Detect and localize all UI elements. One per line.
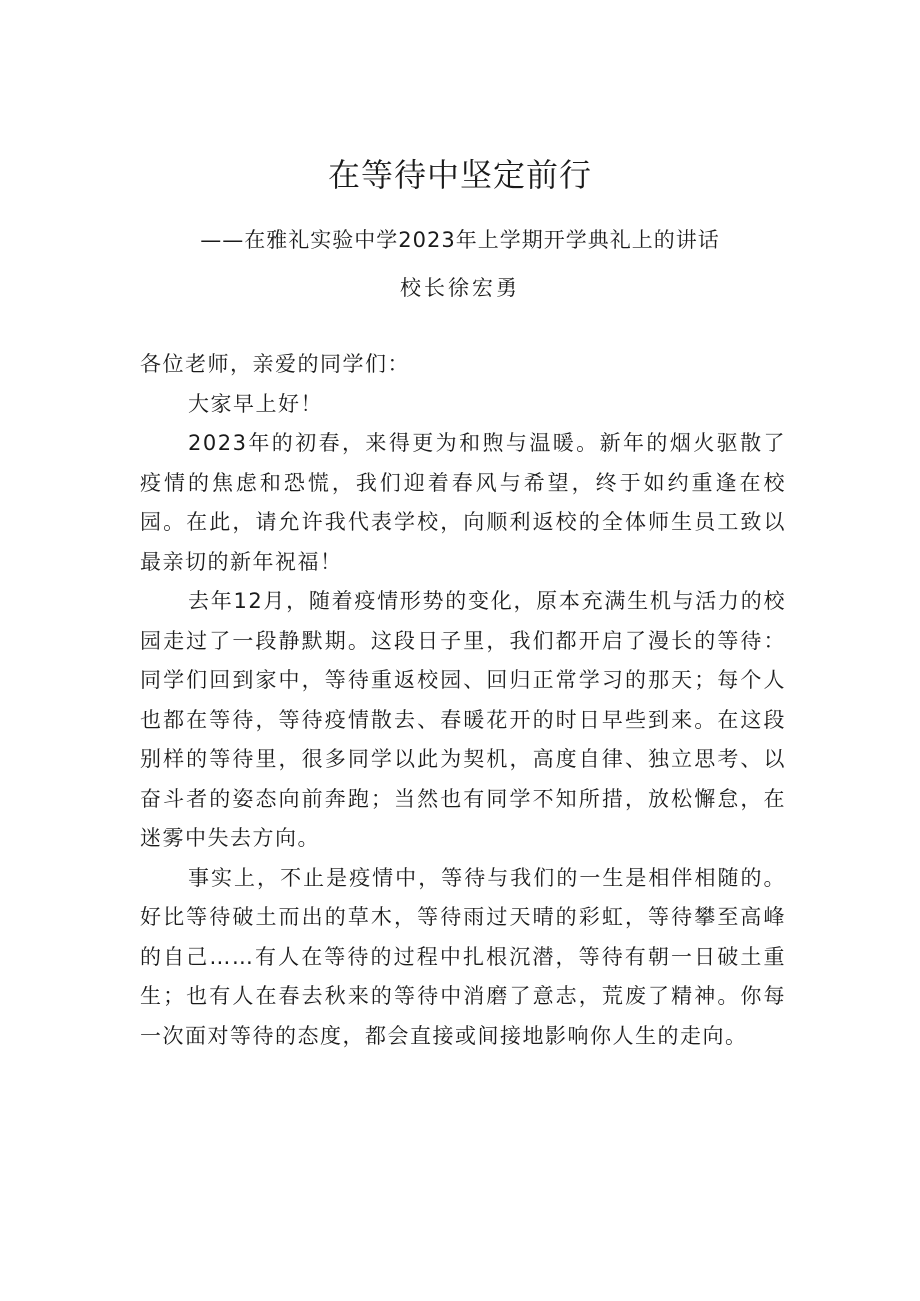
document-author: 校长徐宏勇 bbox=[400, 276, 520, 300]
document-body bbox=[140, 345, 786, 1056]
greeting: 大家早上好！ bbox=[188, 391, 323, 416]
salutation: 各位老师，亲爱的同学们： bbox=[140, 352, 410, 376]
document-subtitle: ——在雅礼实验中学2023年上学期开学典礼上的讲话 bbox=[200, 228, 720, 252]
document-title: 在等待中坚定前行 bbox=[327, 156, 592, 194]
paragraph-1: 2023年的初春，来得更为和煦与温暖。新年的烟火驱散了疫情的焦虑和恐慌，我们迎着春风与希望，终于如约重逢在校园。在此，请允许我代表学校，向顺利返校的全体师生员工致以最亲切的新年祝福！ bbox=[140, 431, 786, 574]
paragraph-3: 事实上，不止是疫情中，等待与我们的一生是相伴相随的。好比等待破土而出的草木，等待雨过天晴的彩虹，等待攀至高峰的自己……有人在等待的过程中扎根沉潜，等待有朝一日破土重生；也有人在春去秋来的等待中消磨了意志，荒废了精神。你每一次面对等待的态度，都会直接或间接地影响你人生的走向。 bbox=[140, 865, 786, 1048]
paragraph-2: 去年12月，随着疫情形势的变化，原本充满生机与活力的校园走过了一段静默期。这段日子里，我们都开启了漫长的等待：同学们回到家中，等待重返校园、回归正常学习的那天；每个人也都在等待，等待疫情散去、春暖花开的时日早些到来。在这段别样的等待里，很多同学以此为契机，高度自律、独立思考、以奋斗者的姿态向前奔跑；当然也有同学不知所措，放松懈怠，在迷雾中失去方向。 bbox=[140, 589, 786, 850]
